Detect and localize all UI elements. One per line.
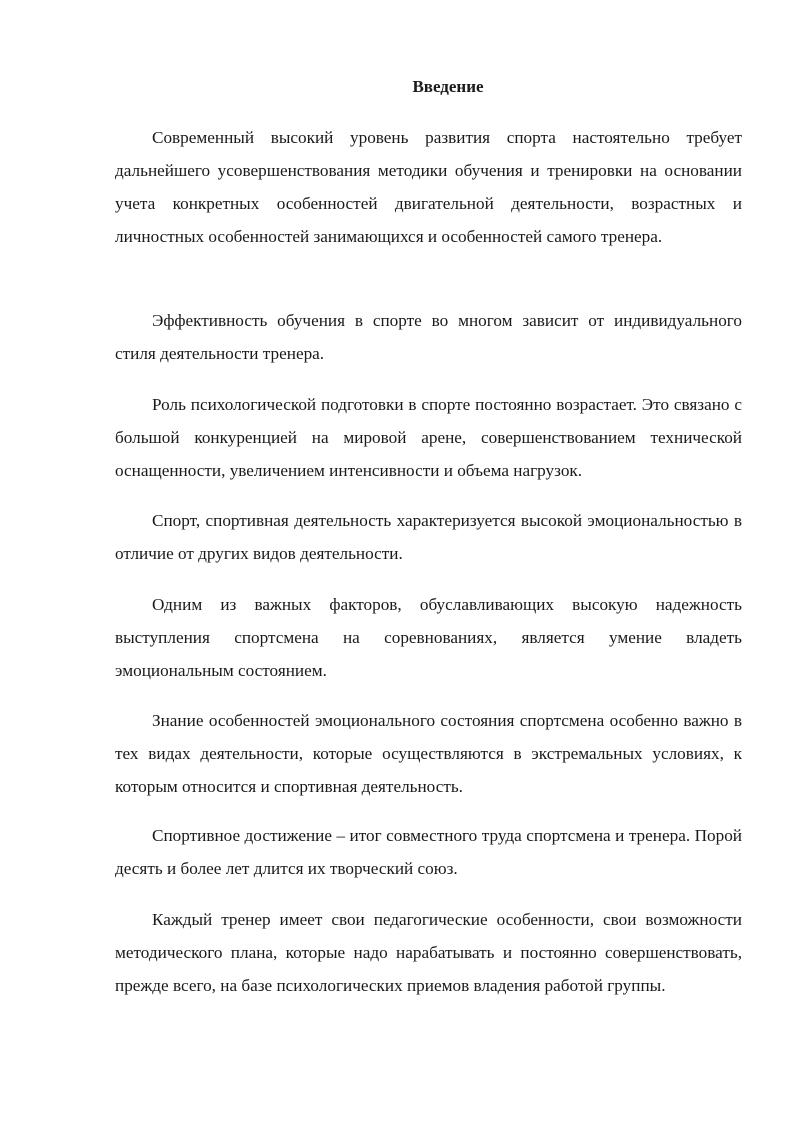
document-title: Введение — [412, 77, 484, 96]
paragraph-5: Одним из важных факторов, обуславливающих высокую надежность выступления спортсмена на соревнованиях, является умение владеть эмоциональным состоянием. — [115, 595, 742, 680]
paragraph-6: Знание особенностей эмоционального состояния спортсмена особенно важно в тех видах деятельности, которые осуществляются в экстремальных условиях, к которым относится и спортивная деятельность. — [115, 711, 742, 796]
paragraph-2: Эффективность обучения в спорте во многом зависит от индивидуального стиля деятельности тренера. — [115, 311, 742, 363]
paragraph-3: Роль психологической подготовки в спорте постоянно возрастает. Это связано с большой конкуренцией на мировой арене, совершенствованием технической оснащенности, увеличением интенсивности и объема нагрузок. — [115, 395, 742, 480]
paragraph-7: Спортивное достижение – итог совместного труда спортсмена и тренера. Порой десять и более лет длится их творческий союз. — [115, 826, 742, 878]
paragraph-8: Каждый тренер имеет свои педагогические особенности, свои возможности методического плана, которые надо нарабатывать и постоянно совершенствовать, прежде всего, на базе психологических приемов владения работой группы. — [115, 910, 742, 995]
paragraph-1: Современный высокий уровень развития спорта настоятельно требует дальнейшего усовершенствования методики обучения и тренировки на основании учета конкретных особенностей двигательной деятельности, возрастных и личностных особенностей занимающихся и особенностей самого тренера. — [115, 128, 742, 246]
paragraph-4: Спорт, спортивная деятельность характеризуется высокой эмоциональностью в отличие от других видов деятельности. — [115, 511, 742, 563]
